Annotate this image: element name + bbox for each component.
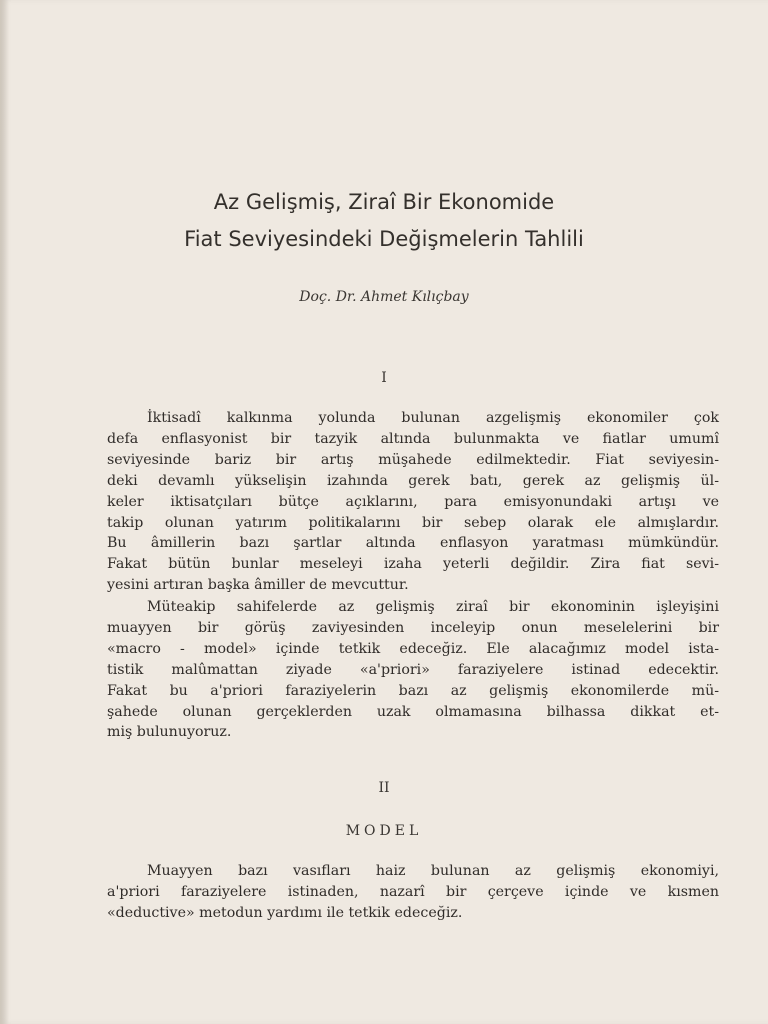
text-line: deki devamlı yükselişin izahında gerek batı, gerek az gelişmiş ül-: [107, 472, 719, 489]
scan-edge-shadow: [0, 0, 9, 1024]
text-line: keler iktisatçıları bütçe açıklarını, para emisyonundaki artışı ve: [107, 493, 719, 510]
text-line: Müteakip sahifelerde az gelişmiş ziraî bir ekonominin işleyişini: [147, 599, 719, 615]
text-line: miş bulunuyoruz.: [107, 724, 232, 741]
text-line: Fakat bu a'priori faraziyelerin bazı az gelişmiş ekonomilerde mü-: [107, 682, 719, 699]
text-line: İktisadî kalkınma yolunda bulunan azgelişmiş ekonomiler çok: [147, 410, 719, 426]
title-line-2: Fiat Seviyesindeki Değişmelerin Tahlili: [184, 227, 584, 251]
section-2-paragraph-1: [107, 861, 719, 924]
author-line: Doç. Dr. Ahmet Kılıçbay: [299, 289, 469, 305]
section-1-numeral: I: [381, 370, 387, 386]
text-line: takip olunan yatırım politikalarını bir sebep olarak ele almışlardır.: [107, 514, 719, 531]
text-line: şahede olunan gerçeklerden uzak olmamasına bilhassa dikkat et-: [107, 703, 719, 720]
text-line: Bu âmillerin bazı şartlar altında enflasyon yaratması mümkündür.: [107, 535, 719, 552]
section-2-numeral: II: [378, 780, 390, 796]
text-line: defa enflasyonist bir tazyik altında bulunmakta ve fiatlar umumî: [107, 430, 719, 447]
section-1-paragraph-2: [107, 597, 719, 743]
text-line: tistik malûmattan ziyade «a'priori» faraziyelere istinad edecektir.: [107, 661, 719, 678]
title-line-1: Az Gelişmiş, Ziraî Bir Ekonomide: [213, 190, 555, 214]
paper-title: [0, 184, 768, 258]
text-line: Muayyen bazı vasıfları haiz bulunan az gelişmiş ekonomiyi,: [147, 863, 719, 879]
text-line: seviyesinde bariz bir artış müşahede edilmektedir. Fiat seviyesin-: [107, 451, 719, 468]
text-line: a'priori faraziyelere istinaden, nazarî bir çerçeve içinde ve kısmen: [107, 883, 719, 900]
text-line: «macro - model» içinde tetkik edeceğiz. Ele alacağımız model ista-: [107, 640, 719, 657]
text-line: «deductive» metodun yardımı ile tetkik edeceğiz.: [107, 904, 463, 921]
section-2-heading: MODEL: [345, 823, 423, 839]
section-1-paragraph-1: [107, 408, 719, 596]
text-line: yesini artıran başka âmiller de mevcuttur.: [107, 577, 409, 594]
text-line: Fakat bütün bunlar meseleyi izaha yeterli değildir. Zira fiat sevi-: [107, 556, 719, 573]
text-line: muayyen bir görüş zaviyesinden inceleyip onun meselelerini bir: [107, 619, 719, 636]
